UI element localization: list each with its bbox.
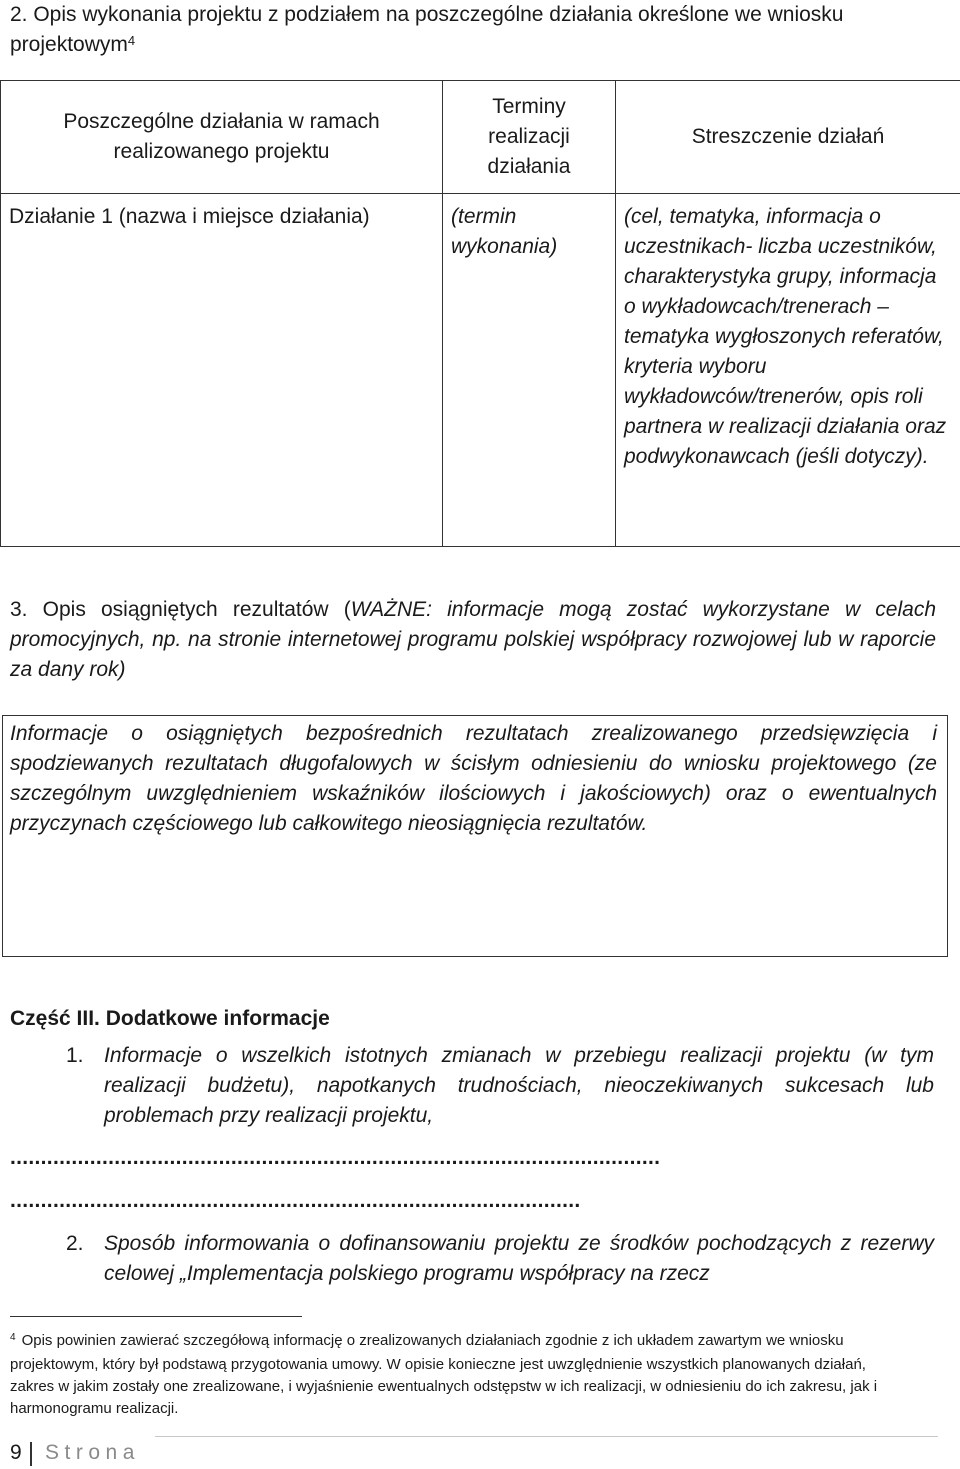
question-2-number: 2. <box>66 1232 84 1255</box>
footnote-number: 4 <box>10 1332 16 1343</box>
header-terms: Terminy realizacji działania <box>443 81 616 194</box>
table-row <box>1 194 960 547</box>
cell-term[interactable]: (termin wykonania) <box>443 194 616 547</box>
question-1-text: Informacje o wszelkich istotnych zmianach w przebiegu realizacji projektu (w tym realizacji budżetu), napotkanych trudnościach, nieoczekiwanych sukcesach lub problemach przy realizacji projektu, <box>104 1044 934 1127</box>
footer-rule <box>155 1436 938 1437</box>
section-2-title: 2. Opis wykonania projektu z podziałem na poszczególne działania określone we wniosku projektowym <box>10 3 844 56</box>
cell-activity[interactable]: Działanie 1 (nazwa i miejsce działania) <box>1 194 443 547</box>
footnote-divider <box>10 1316 302 1317</box>
header-summary: Streszczenie działań <box>616 81 960 194</box>
section-2-heading <box>10 0 940 60</box>
header-activities: Poszczególne działania w ramach realizowanego projektu <box>1 81 443 194</box>
part-3-title: Część III. Dodatkowe informacje <box>10 1007 330 1030</box>
footnote <box>10 1330 910 1420</box>
page-separator <box>30 1442 32 1466</box>
question-2-text: Sposób informowania o dofinansowaniu projektu ze środków pochodzących z rezerwy celowej „Implementacja polskiego programu współpracy na rzecz <box>104 1232 934 1285</box>
question-1-number: 1. <box>66 1044 84 1067</box>
table-header-row <box>1 81 960 194</box>
footnote-ref: 4 <box>127 33 136 48</box>
section-3-heading: 3. Opis osiągniętych rezultatów (WAŻNE: informacje mogą zostać wykorzystane w celach promocyjnych, np. na stronie internetowej programu polskiej współpracy rozwojowej lub w raporcie za dany rok) <box>10 598 936 681</box>
activities-table <box>0 80 960 547</box>
footnote-text: Opis powinien zawierać szczegółową informację o zrealizowanych działaniach zgodnie z ich układem zawartym we wniosku projektowym, który był podstawą przygotowania umowy. W opisie konieczne jest uwzględnienie wszystkich planowanych działań, zakres w jakim zostały one zrealizowane, i wyjaśnienie ewentualnych odstępstw w ich realizacji, w odniesieniu do ich zakresu, jak i harmonogramu realizacji. <box>10 1332 878 1417</box>
answer-line-1[interactable]: .......................................................................................................... <box>10 1146 661 1169</box>
page-label: Strona <box>45 1441 140 1464</box>
page-number: 9 <box>10 1441 22 1464</box>
cell-summary[interactable]: (cel, tematyka, informacja o uczestnikach- liczba uczestników, charakterystyka grupy, informacja o wykładowcach/trenerach – tematyka wygłoszonych referatów, kryteria wyboru wykładowców/trenerów, opis roli partnera w realizacji działania oraz podwykonawcach (jeśli dotyczy). <box>616 194 960 547</box>
results-box[interactable]: Informacje o osiągniętych bezpośrednich rezultatach zrealizowanego przedsięwzięcia i spodziewanych rezultatach długofalowych w ścisłym odniesieniu do wniosku projektowego (ze szczególnym uwzględnieniem wskaźników ilościowych i jakościowych) oraz o ewentualnych przyczynach częściowego lub całkowitego nieosiągnięcia rezultatów. <box>2 715 948 957</box>
answer-line-2[interactable]: ............................................................................................. <box>10 1189 581 1212</box>
